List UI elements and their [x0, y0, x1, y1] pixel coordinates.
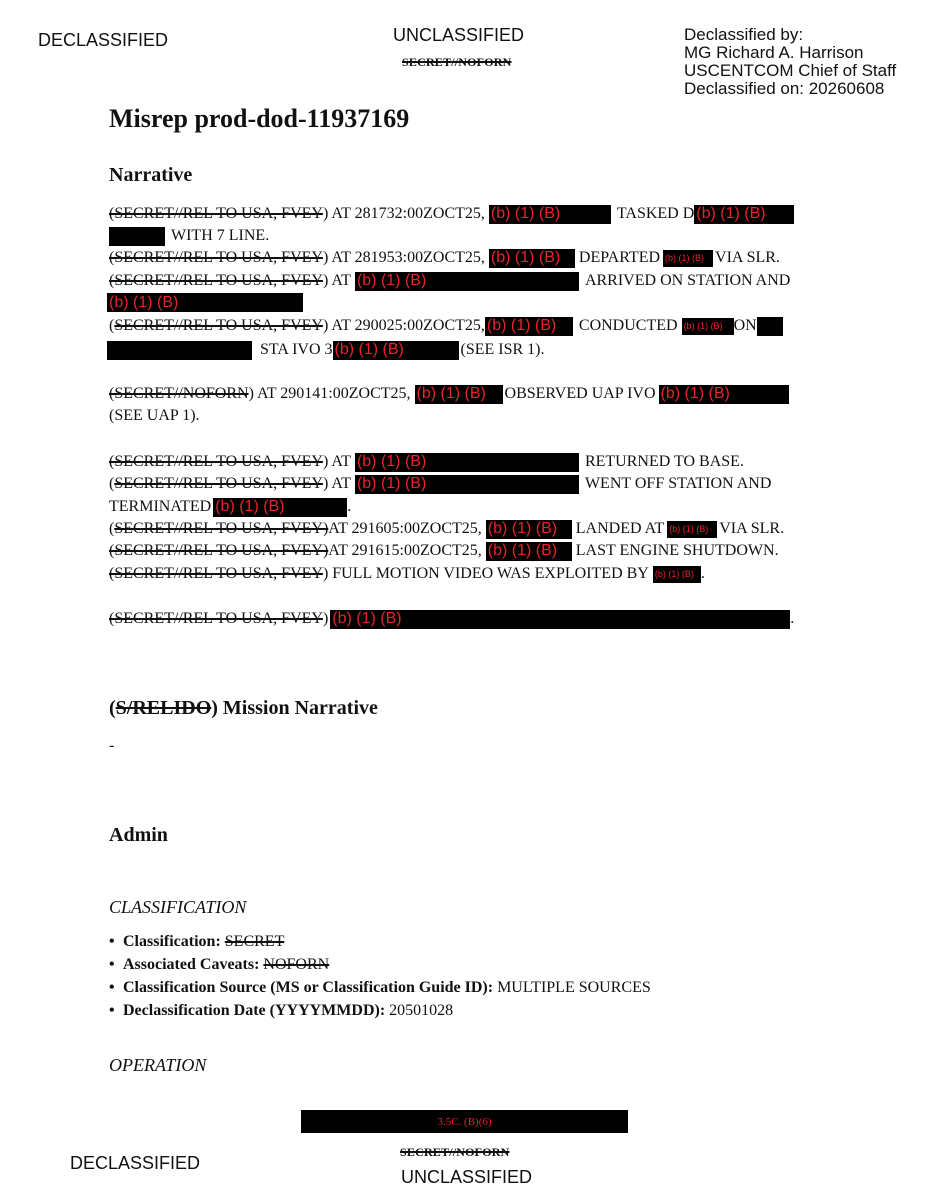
redaction-small: (b) (1) (B)	[667, 521, 717, 538]
narrative-line	[109, 203, 794, 225]
admin-value: NOFORN	[263, 956, 330, 973]
narrative-line	[109, 473, 771, 495]
narrative-line	[109, 451, 744, 473]
admin-value: SECRET	[224, 933, 285, 950]
struck-marking: SECRET//REL TO USA, FVEY	[114, 317, 323, 334]
struck-marking: (SECRET//REL TO USA, FVEY	[109, 249, 323, 266]
declassification-block	[684, 26, 896, 98]
admin-heading: Admin	[109, 824, 168, 846]
mission-narrative-heading	[109, 697, 378, 720]
narrative-line	[109, 540, 779, 562]
redaction: (b) (1) (B)	[355, 475, 579, 494]
redaction: (b) (1) (B)	[485, 317, 573, 336]
narrative-line	[109, 383, 789, 405]
narrative-text: ) AT 281953:00ZOCT25,	[322, 249, 485, 266]
narrative-text: VIA SLR.	[715, 249, 780, 266]
redaction-block	[109, 227, 165, 246]
mission-narrative-body: -	[109, 737, 115, 754]
list-item: • Declassification Date (YYYYMMDD): 20501028	[109, 999, 651, 1022]
redaction-small: (b) (1) (B)	[682, 318, 734, 335]
page-title: Misrep prod-dod-11937169	[109, 104, 410, 133]
narrative-text: (SEE ISR 1).	[460, 341, 545, 358]
narrative-text: ) AT 290141:00ZOCT25,	[248, 385, 411, 402]
struck-marking: (SECRET//REL TO USA, FVEY)	[109, 542, 329, 559]
narrative-text: AT 291605:00ZOCT25,	[328, 520, 482, 537]
redaction: (b) (1) (B)	[213, 498, 347, 517]
operation-label: OPERATION	[109, 1055, 207, 1075]
narrative-text: ARRIVED ON STATION AND	[584, 272, 791, 289]
narrative-line	[109, 518, 784, 540]
narrative-line	[109, 247, 780, 269]
struck-marking: (SECRET//REL TO USA, FVEY	[109, 272, 323, 289]
list-item: • Associated Caveats: NOFORN	[109, 953, 651, 976]
admin-key: Classification Source (MS or Classification Guide ID):	[123, 979, 494, 996]
narrative-text: AT 291615:00ZOCT25,	[328, 542, 482, 559]
struck-marking: S/RELIDO	[115, 697, 212, 719]
narrative-text: .	[700, 565, 705, 582]
admin-key: Associated Caveats:	[123, 956, 260, 973]
redaction: (b) (1) (B)	[355, 453, 579, 472]
heading-text: ) Mission Narrative	[211, 697, 378, 719]
declassified-stamp-bottom: DECLASSIFIED	[70, 1153, 201, 1173]
struck-classification-top: SECRET//NOFORN	[402, 55, 512, 69]
redaction: (b) (1) (B)	[333, 341, 459, 360]
struck-marking: (SECRET//REL TO USA, FVEY	[109, 565, 323, 582]
redaction: (b) (1) (B)	[659, 385, 789, 404]
narrative-line	[109, 225, 269, 247]
struck-marking: (SECRET//REL TO USA, FVEY	[109, 205, 323, 222]
struck-marking: SECRET//REL TO USA, FVEY)	[114, 520, 329, 537]
unclassified-stamp-bottom: UNCLASSIFIED	[401, 1167, 533, 1187]
struck-marking: SECRET//REL TO USA, FVEY	[114, 475, 323, 492]
narrative-text: (	[109, 520, 115, 537]
narrative-line	[107, 293, 303, 312]
narrative-line	[109, 270, 790, 292]
narrative-text: LAST ENGINE SHUTDOWN.	[575, 542, 779, 559]
narrative-text: RETURNED TO BASE.	[584, 453, 744, 470]
redaction: (b) (1) (B)	[694, 205, 794, 224]
narrative-line	[109, 405, 200, 427]
narrative-text: DEPARTED	[578, 249, 661, 266]
declass-line: MG Richard A. Harrison	[684, 43, 864, 62]
narrative-text: .	[347, 498, 352, 515]
redaction: (b) (1) (B)	[489, 249, 575, 268]
admin-key: Classification:	[123, 933, 221, 950]
redaction: (b) (1) (B)	[107, 293, 303, 312]
declass-line: USCENTCOM Chief of Staff	[684, 61, 897, 80]
redaction: (b) (1) (B)	[415, 385, 503, 404]
narrative-text: ) AT	[322, 475, 351, 492]
declassified-stamp-top: DECLASSIFIED	[38, 30, 169, 50]
redaction-small: (b) (1) (B)	[653, 566, 701, 583]
redaction-block	[757, 317, 783, 336]
narrative-text: .	[790, 610, 795, 627]
list-item: • Classification: SECRET	[109, 930, 651, 953]
narrative-line	[109, 563, 705, 585]
narrative-text: )	[322, 610, 329, 627]
list-item: • Classification Source (MS or Classification Guide ID): MULTIPLE SOURCES	[109, 976, 651, 999]
struck-marking: (SECRET//NOFORN	[109, 385, 249, 402]
admin-key: Declassification Date (YYYYMMDD):	[123, 1002, 386, 1019]
narrative-text: (	[109, 317, 115, 334]
narrative-text: CONDUCTED	[578, 317, 678, 334]
narrative-text: TASKED D	[616, 205, 695, 222]
redaction-block	[107, 341, 252, 360]
narrative-text: ) FULL MOTION VIDEO WAS EXPLOITED BY	[322, 565, 649, 582]
footer-redaction: 3.5C. (B)(6)	[301, 1110, 628, 1133]
narrative-text: VIA SLR.	[719, 520, 785, 537]
redaction-small: (b) (1) (B)	[663, 250, 713, 267]
classification-label: CLASSIFICATION	[109, 897, 247, 917]
admin-value: MULTIPLE SOURCES	[497, 979, 651, 996]
narrative-text: TERMINATED	[109, 498, 212, 515]
narrative-text: ) AT	[322, 272, 351, 289]
narrative-heading: Narrative	[109, 164, 193, 186]
narrative-text: (SEE UAP 1).	[109, 407, 200, 424]
narrative-line	[107, 339, 545, 361]
struck-marking: (SECRET//REL TO USA, FVEY	[109, 610, 323, 627]
struck-classification-bottom: SECRET//NOFORN	[400, 1145, 510, 1159]
heading-text: (	[109, 697, 116, 719]
narrative-line	[109, 608, 794, 630]
admin-list	[109, 930, 651, 1022]
redaction: (b) (1) (B)	[486, 520, 572, 539]
declass-line: Declassified by:	[684, 25, 804, 44]
redaction: (b) (1) (B)	[330, 610, 790, 629]
narrative-line	[109, 496, 351, 518]
narrative-text: OBSERVED UAP IVO	[504, 385, 656, 402]
narrative-text: STA IVO 3	[260, 341, 333, 358]
narrative-text: LANDED AT	[575, 520, 665, 537]
narrative-line	[109, 315, 783, 337]
redaction: (b) (1) (B)	[355, 272, 579, 291]
declass-line: Declassified on: 20260608	[684, 79, 885, 98]
unclassified-stamp-top: UNCLASSIFIED	[393, 25, 525, 45]
narrative-text: ) AT 290025:00ZOCT25,	[322, 317, 485, 334]
narrative-text: WENT OFF STATION AND	[584, 475, 772, 492]
redaction: (b) (1) (B)	[486, 542, 572, 561]
narrative-text: (	[109, 475, 115, 492]
narrative-text: WITH 7 LINE.	[171, 227, 270, 244]
narrative-text: ON	[733, 317, 757, 334]
admin-value: 20501028	[389, 1002, 454, 1019]
narrative-text: ) AT 281732:00ZOCT25,	[322, 205, 485, 222]
narrative-text: ) AT	[322, 453, 351, 470]
redaction: (b) (1) (B)	[489, 205, 611, 224]
struck-marking: (SECRET//REL TO USA, FVEY	[109, 453, 323, 470]
